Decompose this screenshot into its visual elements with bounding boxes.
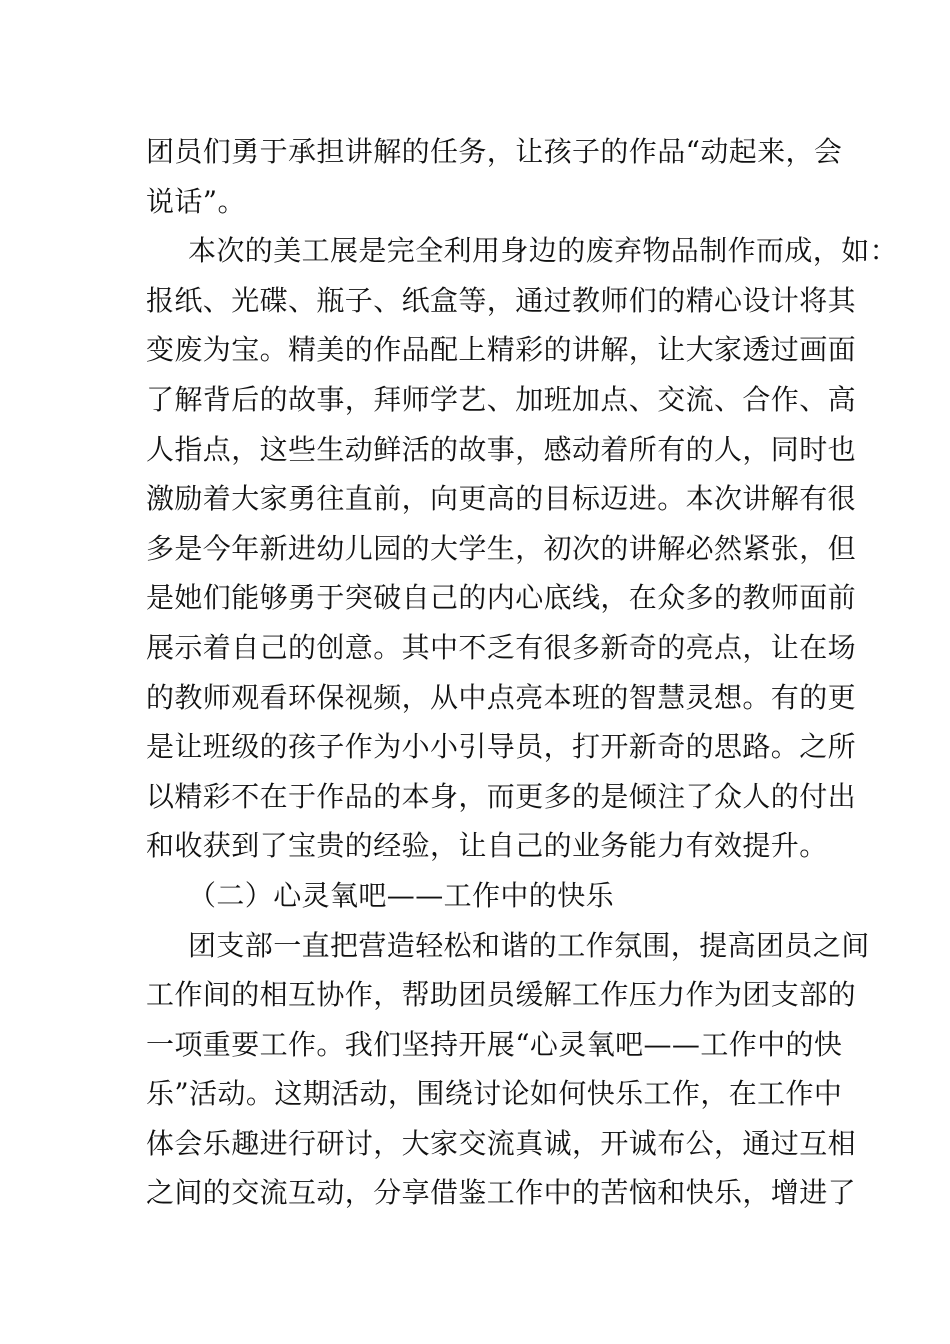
body-line: 工作间的相互协作，帮助团员缓解工作压力作为团支部的 xyxy=(146,978,857,1012)
body-line: 多是今年新进幼儿园的大学生，初次的讲解必然紧张，但 xyxy=(146,531,857,565)
body-line: 报纸、光碟、瓶子、纸盒等，通过教师们的精心设计将其 xyxy=(146,283,857,317)
document-body xyxy=(146,127,899,1218)
body-line: 和收获到了宝贵的经验，让自己的业务能力有效提升。 xyxy=(146,829,828,863)
body-line: 是让班级的孩子作为小小引导员，打开新奇的思路。之所 xyxy=(146,730,857,764)
body-line: 人指点，这些生动鲜活的故事，感动着所有的人，同时也 xyxy=(146,432,857,466)
paragraph-start-line: 团支部一直把营造轻松和谐的工作氛围，提高团员之间 xyxy=(188,928,870,962)
paragraph-start-line: 本次的美工展是完全利用身边的废弃物品制作而成，如： xyxy=(188,234,899,268)
body-line: 了解背后的故事，拜师学艺、加班加点、交流、合作、高 xyxy=(146,382,857,416)
body-line: 团员们勇于承担讲解的任务，让孩子的作品“动起来，会 xyxy=(146,135,843,168)
body-line: 以精彩不在于作品的本身，而更多的是倾注了众人的付出 xyxy=(146,779,857,813)
body-line: 展示着自己的创意。其中不乏有很多新奇的亮点，让在场 xyxy=(146,630,857,664)
section-heading: （二）心灵氧吧——工作中的快乐 xyxy=(188,878,615,912)
body-line: 激励着大家勇往直前，向更高的目标迈进。本次讲解有很 xyxy=(146,482,857,516)
body-line: 说话”。 xyxy=(146,184,246,218)
body-line: 之间的交流互动，分享借鉴工作中的苦恼和快乐，增进了 xyxy=(146,1176,857,1210)
body-line: 体会乐趣进行研讨，大家交流真诚，开诚布公，通过互相 xyxy=(146,1126,857,1160)
body-line: 是她们能够勇于突破自己的内心底线，在众多的教师面前 xyxy=(146,581,857,615)
body-line: 一项重要工作。我们坚持开展“心灵氧吧——工作中的快 xyxy=(146,1027,843,1061)
body-line: 变废为宝。精美的作品配上精彩的讲解，让大家透过画面 xyxy=(146,333,857,367)
body-line: 乐”活动。这期活动，围绕讨论如何快乐工作，在工作中 xyxy=(146,1077,843,1111)
body-line: 的教师观看环保视频，从中点亮本班的智慧灵想。有的更 xyxy=(146,680,857,714)
